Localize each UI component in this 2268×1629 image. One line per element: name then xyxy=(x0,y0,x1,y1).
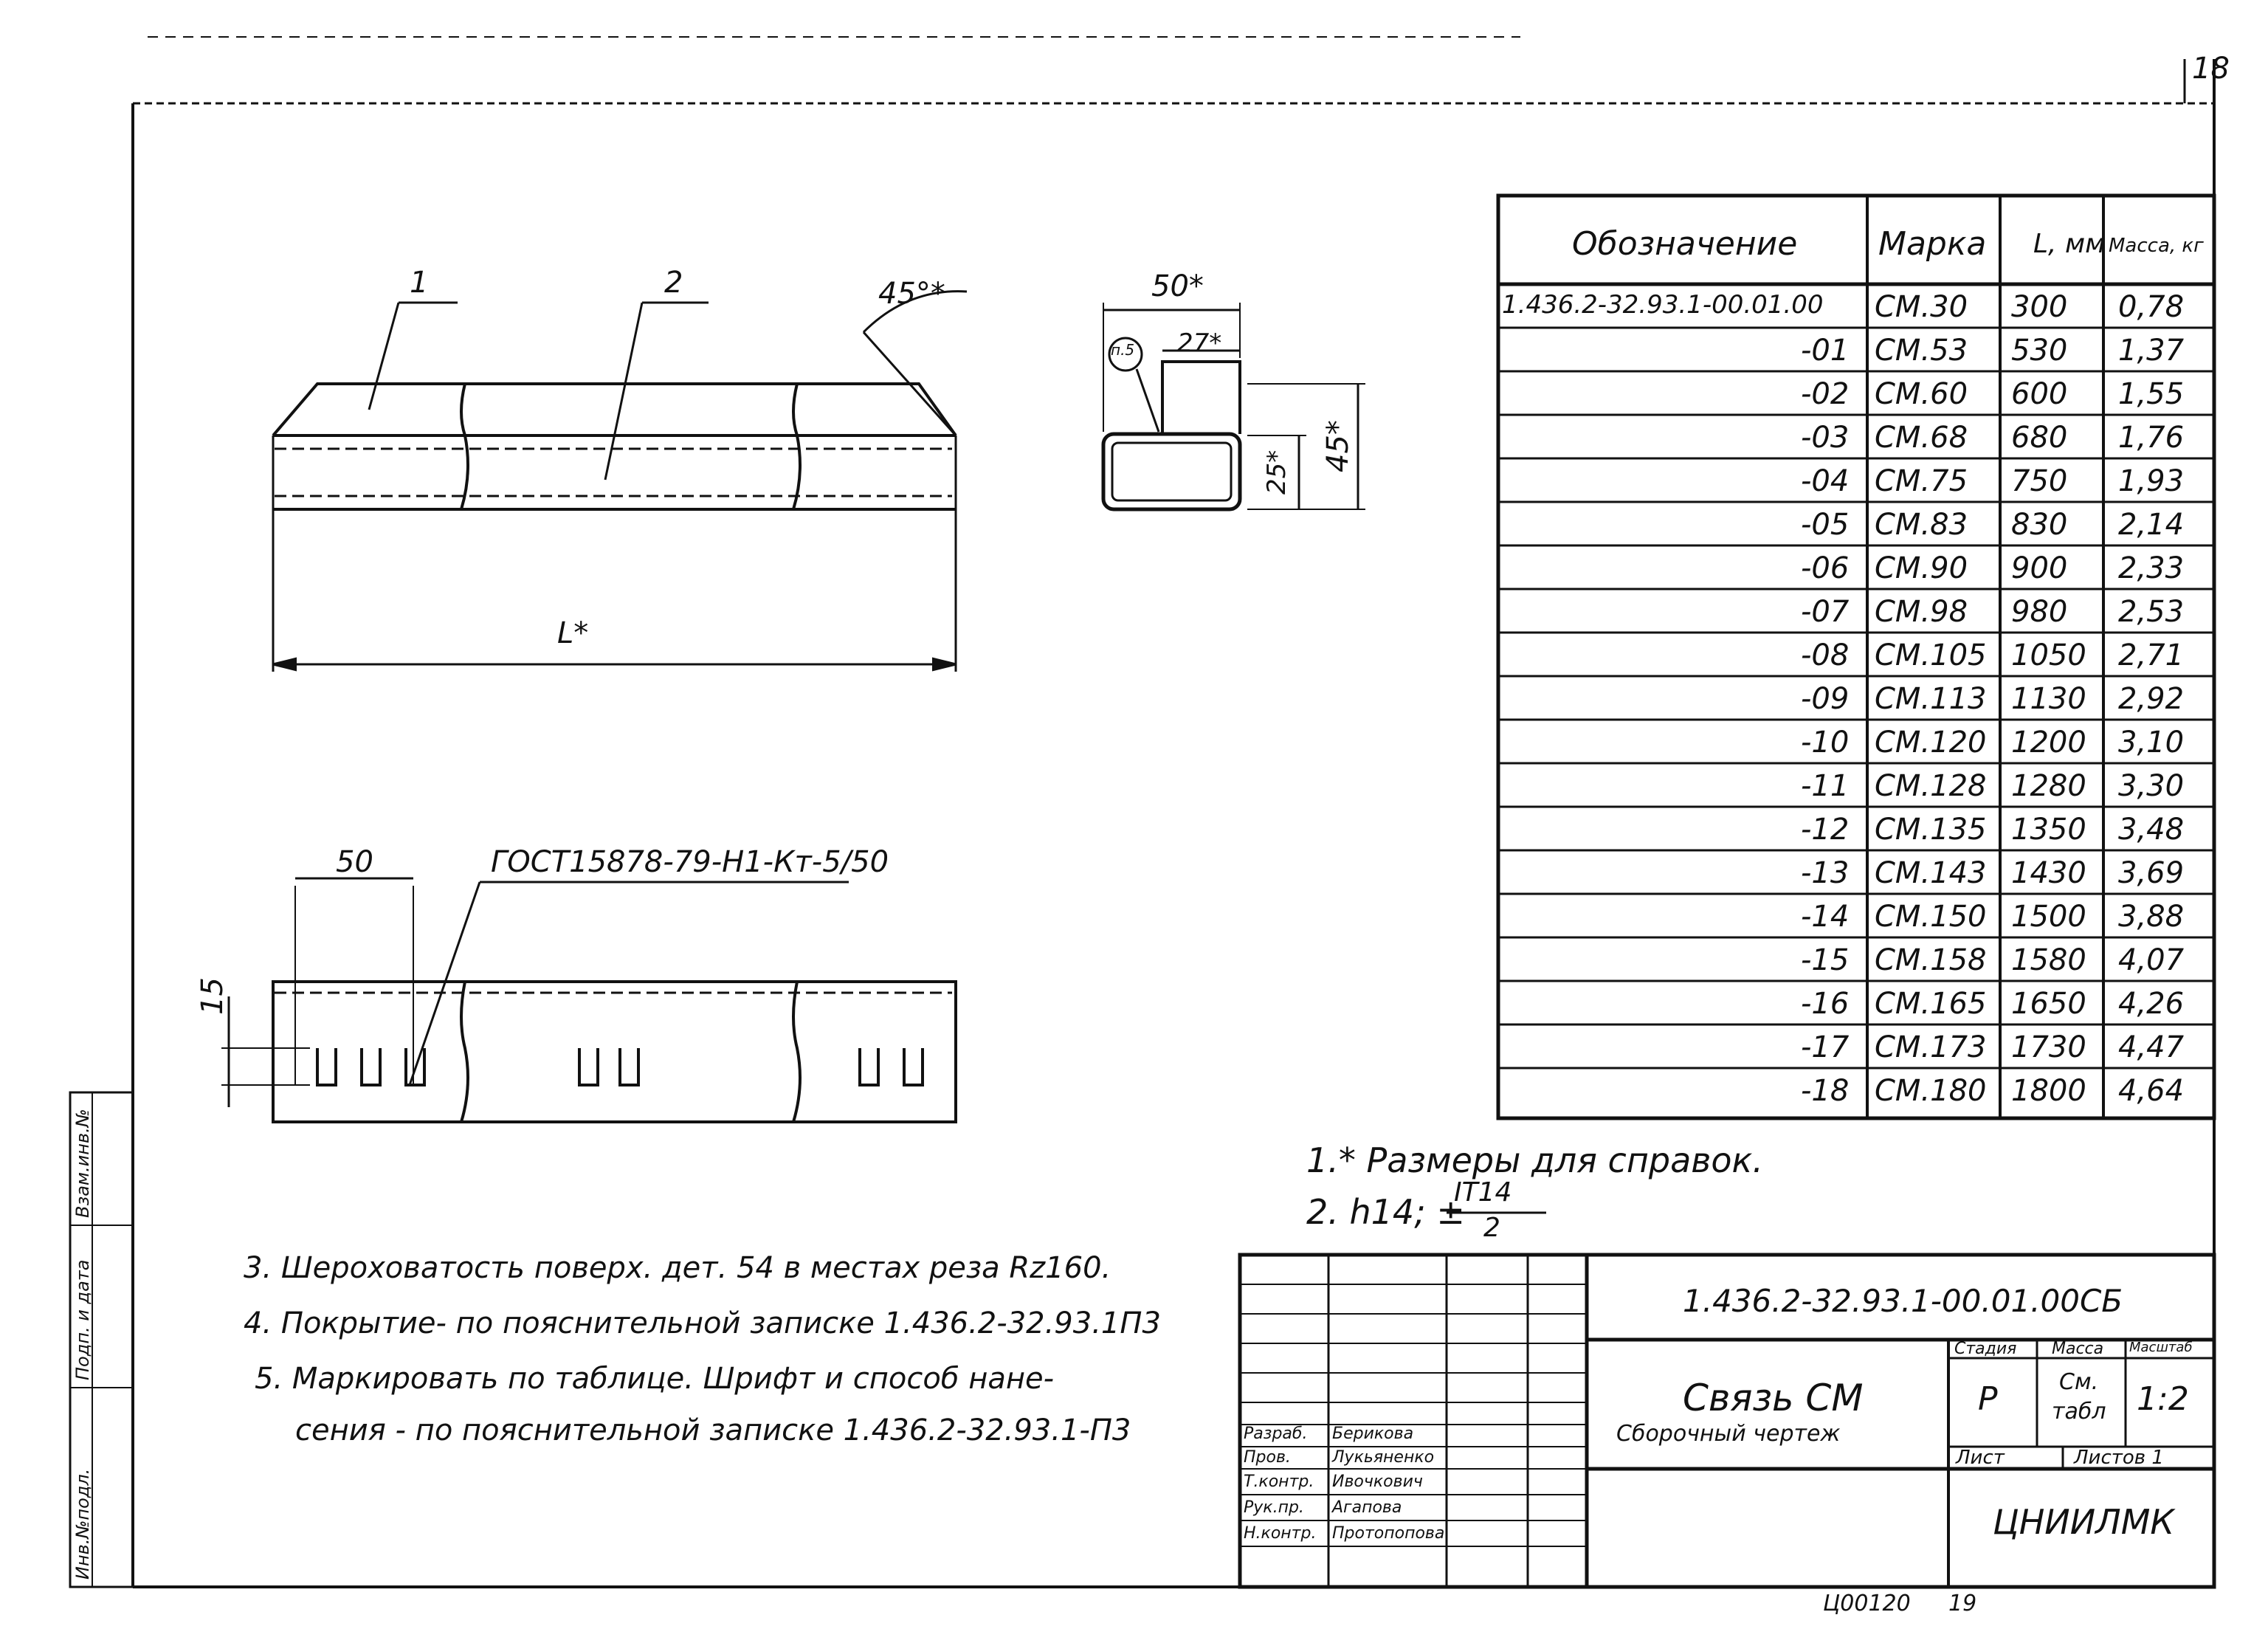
cell-designation: -16 xyxy=(1801,987,1850,1021)
cell-designation: -17 xyxy=(1801,1030,1850,1064)
role-developer: Разраб. xyxy=(1244,1425,1308,1443)
mass-value-line-1: См. xyxy=(2059,1369,2099,1395)
cell-mark: СМ.60 xyxy=(1875,377,1968,411)
cell-mark: СМ.135 xyxy=(1875,813,1987,847)
cell-mark: СМ.173 xyxy=(1875,1030,1987,1064)
cell-mass: 3,48 xyxy=(2118,813,2185,847)
stage-value: Р xyxy=(1978,1380,1998,1418)
cell-mass: 2,33 xyxy=(2118,551,2185,585)
cell-mark: СМ.98 xyxy=(1875,595,1968,629)
footer-page: 19 xyxy=(1948,1591,1977,1616)
side-replace-inv-label: Взам.инв.№ xyxy=(72,1109,93,1218)
cell-designation: -03 xyxy=(1801,421,1850,455)
cell-designation: -02 xyxy=(1801,377,1850,411)
cell-length: 680 xyxy=(2011,421,2068,455)
cell-mark: СМ.83 xyxy=(1875,508,1968,542)
role-project-head: Рук.пр. xyxy=(1244,1498,1304,1517)
cell-designation: 1.436.2-32.93.1-00.01.00 xyxy=(1502,290,1824,320)
leader-1-label: 1 xyxy=(410,266,429,300)
leader-2-label: 2 xyxy=(664,266,683,300)
scale-value: 1:2 xyxy=(2137,1380,2189,1418)
footer-code: Ц00120 xyxy=(1823,1591,1911,1616)
name-norm-control: Протопопова xyxy=(1332,1524,1445,1543)
side-sign-date-label: Подп. и дата xyxy=(72,1259,93,1380)
name-tech-control: Ивочкович xyxy=(1332,1473,1423,1491)
cell-mass: 2,71 xyxy=(2118,638,2185,672)
col-header-length: L, мм xyxy=(2033,229,2106,259)
section-width-label: 50* xyxy=(1151,269,1204,303)
sheet-label: Лист xyxy=(1956,1447,2005,1469)
cell-mass: 4,64 xyxy=(2118,1074,2185,1108)
role-norm-control: Н.контр. xyxy=(1244,1524,1317,1543)
note-2-denominator: 2 xyxy=(1483,1213,1500,1243)
organization: ЦНИИЛМК xyxy=(1993,1502,2175,1542)
col-header-designation: Обозначение xyxy=(1572,225,1798,263)
col-header-mark: Марка xyxy=(1878,225,1987,263)
cell-mark: СМ.180 xyxy=(1875,1074,1987,1108)
cell-length: 1200 xyxy=(2011,726,2086,760)
cell-mark: СМ.75 xyxy=(1875,464,1968,498)
cell-length: 1800 xyxy=(2011,1074,2086,1108)
section-inner-label: 27* xyxy=(1177,328,1222,358)
mass-label: Масса xyxy=(2052,1340,2104,1358)
cell-designation: -15 xyxy=(1801,943,1850,977)
cell-mark: СМ.120 xyxy=(1875,726,1987,760)
name-checker: Лукьяненко xyxy=(1332,1448,1435,1467)
weld-spec-label: ГОСТ15878-79-Н1-Кт-5/50 xyxy=(491,845,889,879)
note-5-line-1: 5. Маркировать по таблице. Шрифт и способ нане- xyxy=(255,1362,1055,1396)
col-header-mass: Масса, кг xyxy=(2109,235,2204,257)
cell-mass: 2,14 xyxy=(2118,508,2185,542)
cell-mark: СМ.90 xyxy=(1875,551,1968,585)
cell-mark: СМ.105 xyxy=(1875,638,1987,672)
cell-length: 300 xyxy=(2011,290,2068,324)
cell-mass: 3,88 xyxy=(2118,900,2185,934)
role-checker: Пров. xyxy=(1244,1448,1291,1467)
cell-mark: СМ.165 xyxy=(1875,987,1987,1021)
cell-mass: 2,53 xyxy=(2118,595,2185,629)
cell-designation: -18 xyxy=(1801,1074,1850,1108)
section-inner-height-label: 25* xyxy=(1262,450,1292,495)
cell-length: 750 xyxy=(2011,464,2068,498)
cell-length: 1130 xyxy=(2011,682,2086,716)
note-1: 1.* Размеры для справок. xyxy=(1306,1140,1763,1180)
cell-length: 1280 xyxy=(2011,769,2086,803)
cell-designation: -11 xyxy=(1801,769,1850,803)
angle-label: 45°* xyxy=(878,277,945,311)
note-3: 3. Шероховатость поверх. дет. 54 в местах реза Rz160. xyxy=(244,1251,1111,1285)
cell-mark: СМ.150 xyxy=(1875,900,1987,934)
cell-length: 1430 xyxy=(2011,856,2086,890)
note-2-prefix: 2. h14; ± xyxy=(1306,1192,1465,1232)
name-project-head: Агапова xyxy=(1332,1498,1402,1517)
section-height-label: 45* xyxy=(1321,420,1355,472)
length-dim-label: L* xyxy=(557,616,589,650)
cell-designation: -09 xyxy=(1801,682,1850,716)
cell-length: 1580 xyxy=(2011,943,2086,977)
cell-mass: 1,55 xyxy=(2118,377,2185,411)
cell-mass: 0,78 xyxy=(2118,290,2185,324)
cell-designation: -10 xyxy=(1801,726,1850,760)
cell-length: 530 xyxy=(2011,334,2068,368)
cell-length: 1650 xyxy=(2011,987,2086,1021)
note-4: 4. Покрытие- по пояснительной записке 1.436.2-32.93.1П3 xyxy=(244,1306,1161,1340)
weld-mark-label: п.5 xyxy=(1111,341,1135,359)
cell-designation: -06 xyxy=(1801,551,1850,585)
cell-designation: -14 xyxy=(1801,900,1850,934)
cell-mark: СМ.158 xyxy=(1875,943,1987,977)
cell-mass: 3,10 xyxy=(2118,726,2185,760)
cell-mark: СМ.68 xyxy=(1875,421,1968,455)
cell-designation: -04 xyxy=(1801,464,1850,498)
cell-mark: СМ.30 xyxy=(1875,290,1968,324)
sheet-number: 18 xyxy=(2192,52,2230,86)
cell-mass: 3,69 xyxy=(2118,856,2185,890)
name-developer: Берикова xyxy=(1332,1425,1414,1443)
stage-label: Стадия xyxy=(1954,1340,2017,1358)
cell-mass: 1,76 xyxy=(2118,421,2185,455)
drawing-code: 1.436.2-32.93.1-00.01.00СБ xyxy=(1683,1283,2123,1319)
cell-mass: 2,92 xyxy=(2118,682,2185,716)
slot-depth-label: 15 xyxy=(196,977,230,1015)
cell-designation: -08 xyxy=(1801,638,1850,672)
cell-designation: -01 xyxy=(1801,334,1850,368)
cell-mass: 4,26 xyxy=(2118,987,2185,1021)
cell-mark: СМ.128 xyxy=(1875,769,1987,803)
role-tech-control: Т.контр. xyxy=(1244,1473,1314,1491)
cell-designation: -13 xyxy=(1801,856,1850,890)
cell-length: 1350 xyxy=(2011,813,2086,847)
cell-length: 1500 xyxy=(2011,900,2086,934)
slot-spacing-label: 50 xyxy=(336,845,373,879)
drawing-name: Связь СМ xyxy=(1683,1377,1864,1419)
cell-length: 900 xyxy=(2011,551,2068,585)
cell-mass: 3,30 xyxy=(2118,769,2185,803)
mass-value-line-2: табл xyxy=(2052,1399,2106,1425)
cell-mass: 1,37 xyxy=(2118,334,2185,368)
cell-length: 1730 xyxy=(2011,1030,2086,1064)
cell-length: 600 xyxy=(2011,377,2068,411)
cell-length: 1050 xyxy=(2011,638,2086,672)
cell-mass: 1,93 xyxy=(2118,464,2185,498)
cell-mass: 4,07 xyxy=(2118,943,2185,977)
cell-mark: СМ.53 xyxy=(1875,334,1968,368)
cell-length: 980 xyxy=(2011,595,2068,629)
sheets-label: Листов 1 xyxy=(2074,1447,2164,1469)
note-2-numerator: IT14 xyxy=(1454,1177,1512,1208)
drawing-subtitle: Сборочный чертеж xyxy=(1616,1421,1841,1447)
cell-designation: -05 xyxy=(1801,508,1850,542)
note-5-line-2: сения - по пояснительной записке 1.436.2-32.93.1-П3 xyxy=(295,1413,1131,1447)
cell-length: 830 xyxy=(2011,508,2068,542)
cell-mark: СМ.143 xyxy=(1875,856,1987,890)
side-inventory-label: Инв.№подл. xyxy=(72,1468,93,1580)
cell-mark: СМ.113 xyxy=(1875,682,1987,716)
cell-designation: -12 xyxy=(1801,813,1850,847)
scale-label: Масштаб xyxy=(2129,1340,2193,1355)
cell-designation: -07 xyxy=(1801,595,1850,629)
cell-mass: 4,47 xyxy=(2118,1030,2185,1064)
